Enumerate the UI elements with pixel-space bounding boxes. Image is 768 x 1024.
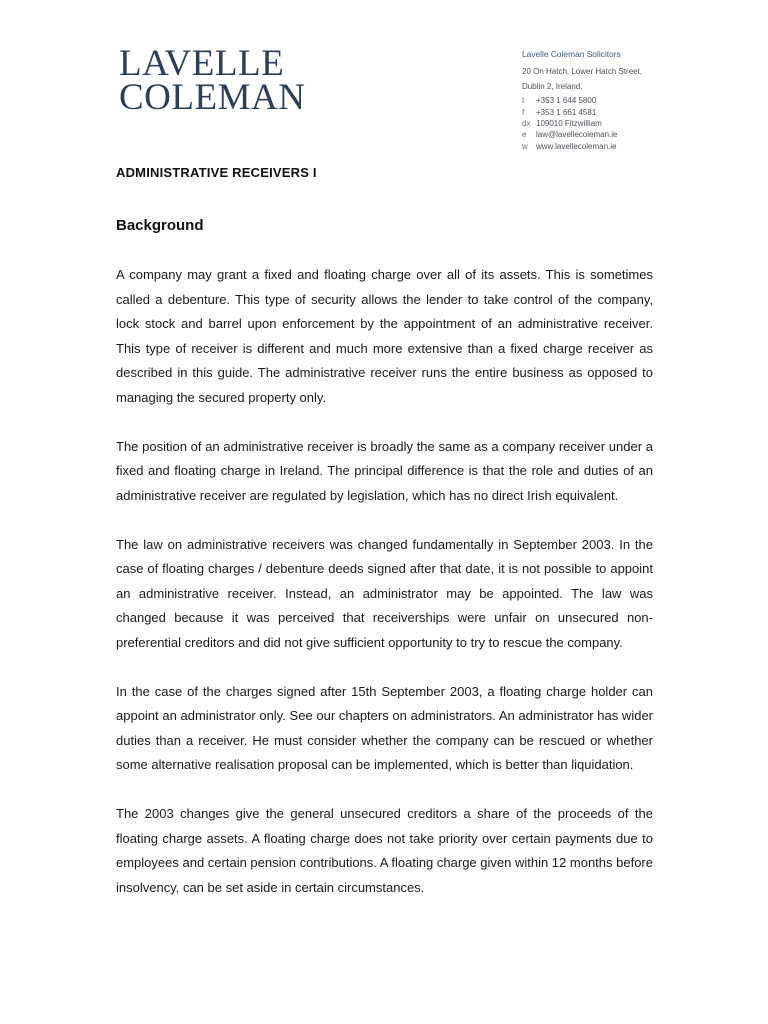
logo-line-1: LAVELLE [119,43,285,84]
firm-name: Lavelle Coleman Solicitors [522,49,621,59]
body-text [116,263,653,925]
section-heading: Background [116,217,204,234]
fax-label: f [522,107,525,117]
paragraph-5: The 2003 changes give the general unsecured creditors a share of the proceeds of the floating charge assets. A floating charge does not take priority over certain payments due to employees and certain pension contributions. A floating charge given within 12 months before insolvency, can be set aside in certain circumstances. [116,806,653,895]
document-title: ADMINISTRATIVE RECEIVERS I [116,165,317,180]
dx-row [522,118,642,129]
logo-line-2: COLEMAN [119,77,306,118]
web-label: w [522,141,528,151]
fax-number: +353 1 661 4581 [536,107,597,117]
phone-row [522,95,642,106]
address-line-1: 20 On Hatch, Lower Hatch Street, [522,67,643,77]
paragraph-3: The law on administrative receivers was changed fundamentally in September 2003. In the case of floating charges / debenture deeds signed after that date, it is not possible to appoint an administrative receiver. Instead, an administrator may be appointed. The law was changed because it was perceived that receiverships were unfair on unsecured non-preferential creditors and did not give sufficient opportunity to try to rescue the company. [116,536,653,650]
paragraph-1: A company may grant a fixed and floating charge over all of its assets. This is sometimes called a debenture. This type of security allows the lender to take control of the company, lock stock and barrel upon enforcement by the appointment of an administrative receiver. This type of receiver is different and much more extensive than a fixed charge receiver as described in this guide. The administrative receiver runs the entire business as opposed to managing the secured property only. [116,267,653,405]
email-address: law@lavellecoleman.ie [536,130,618,140]
contact-block [522,49,642,152]
dx-number: 109010 Fitzwilliam [536,119,602,129]
paragraph-2: The position of an administrative receiver is broadly the same as a company receiver under a fixed and floating charge in Ireland. The principal difference is that the role and duties of an administrative receiver are regulated by legislation, which has no direct Irish equivalent. [116,438,653,503]
web-row [522,141,642,152]
phone-number: +353 1 644 5800 [536,96,597,106]
email-label: e [522,130,527,140]
address-line-2: Dublin 2, Ireland. [522,81,583,91]
email-row [522,129,642,140]
paragraph-4: In the case of the charges signed after 15th September 2003, a floating charge holder can appoint an administrator only. See our chapters on administrators. An administrator has wider duties than a receiver. He must consider whether the company can be rescued or whether some alternative realisation proposal can be implemented, which is better than liquidation. [116,683,653,772]
dx-label: dx [522,119,531,129]
fax-row [522,107,642,118]
company-logo [119,43,306,118]
web-address: www.lavellecoleman.ie [536,141,617,151]
phone-label: t [522,96,525,106]
